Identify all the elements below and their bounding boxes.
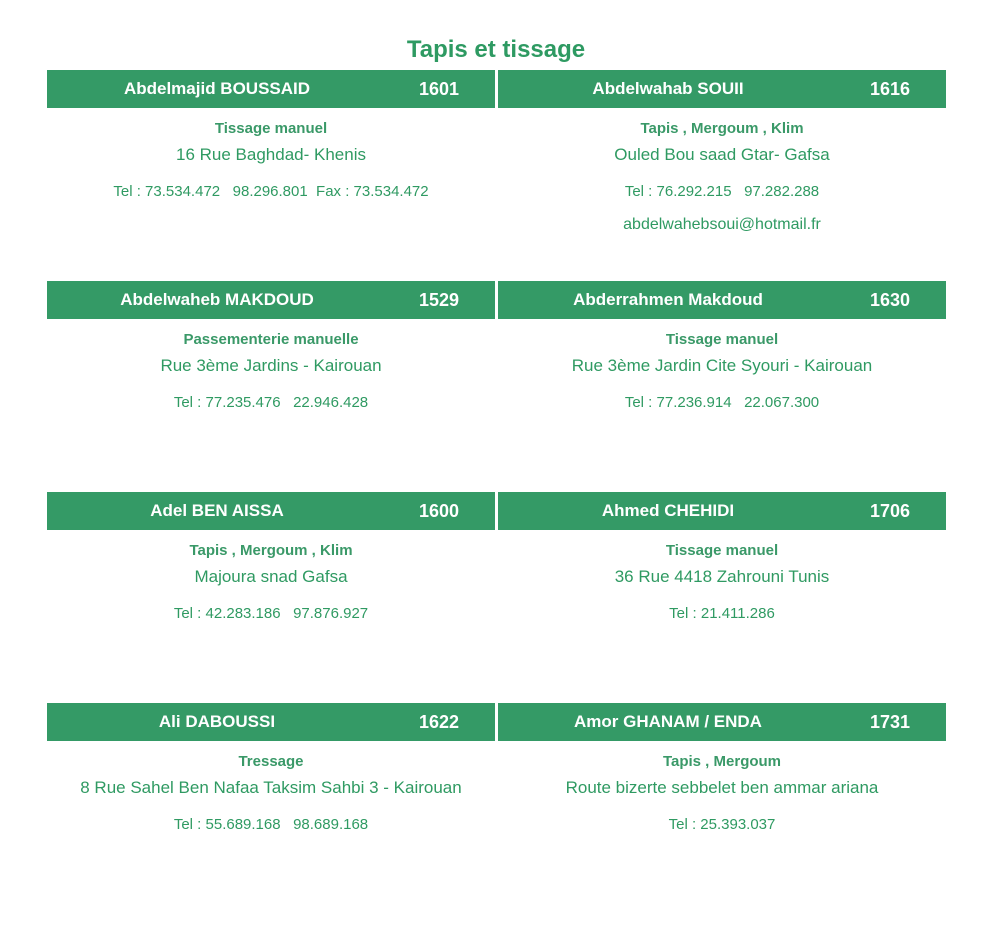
card-header [47,281,495,319]
member-number: 1616 [869,79,911,99]
email-link[interactable]: abdelwahebsoui@hotmail.fr [623,216,821,233]
activity-category: Tissage manuel [214,120,328,137]
card-header [498,492,946,530]
phone-numbers: Tel : 55.689.168 98.689.168 [173,816,369,833]
directory-card [47,281,495,413]
activity-category: Tapis , Mergoum , Klim [189,542,353,559]
member-number: 1630 [869,290,911,310]
directory-card [498,703,946,835]
activity-category: Passementerie manuelle [183,331,359,348]
member-number: 1601 [418,79,460,99]
address: 16 Rue Baghdad- Khenis [176,145,366,164]
company-name: Abdelwahab SOUII [592,79,744,98]
directory-card [47,703,495,835]
member-number: 1529 [418,290,460,310]
company-name: Ali DABOUSSI [158,712,276,731]
address: Rue 3ème Jardins - Kairouan [160,356,382,375]
address: Ouled Bou saad Gtar- Gafsa [614,145,830,164]
directory-card [498,492,946,624]
card-header [47,703,495,741]
phone-numbers: Tel : 21.411.286 [669,605,775,622]
company-name: Amor GHANAM / ENDA [574,712,762,731]
directory-card [498,70,946,236]
company-name: Abderrahmen Makdoud [573,290,763,309]
phone-numbers: Tel : 42.283.186 97.876.927 [173,605,369,622]
phone-numbers: Tel : 77.235.476 22.946.428 [173,394,369,411]
member-number: 1622 [418,712,460,732]
address: 8 Rue Sahel Ben Nafaa Taksim Sahbi 3 - Kairouan [80,778,462,797]
address: 36 Rue 4418 Zahrouni Tunis [614,567,830,586]
address: Rue 3ème Jardin Cite Syouri - Kairouan [571,356,873,375]
directory-card [47,70,495,202]
member-number: 1731 [869,712,911,732]
activity-category: Tressage [238,753,304,770]
card-header [498,70,946,108]
activity-category: Tissage manuel [665,542,779,559]
activity-category: Tapis , Mergoum [662,753,782,770]
directory-card [498,281,946,413]
page-title: Tapis et tissage [406,36,586,63]
activity-category: Tissage manuel [665,331,779,348]
company-name: Abdelmajid BOUSSAID [123,79,311,98]
company-name: Abdelwaheb MAKDOUD [120,290,314,309]
address: Route bizerte sebbelet ben ammar ariana [565,778,879,797]
company-name: Ahmed CHEHIDI [601,501,735,520]
directory-card [47,492,495,624]
member-number: 1706 [869,501,911,521]
card-header [498,281,946,319]
phone-numbers: Tel : 76.292.215 97.282.288 [624,183,820,200]
address: Majoura snad Gafsa [194,567,348,586]
member-number: 1600 [418,501,460,521]
card-header [47,70,495,108]
card-header [47,492,495,530]
phone-numbers: Tel : 73.534.472 98.296.801 Fax : 73.534.472 [113,183,429,200]
activity-category: Tapis , Mergoum , Klim [640,120,804,137]
company-name: Adel BEN AISSA [150,501,284,520]
phone-numbers: Tel : 77.236.914 22.067.300 [624,394,820,411]
phone-numbers: Tel : 25.393.037 [668,816,776,833]
card-header [498,703,946,741]
